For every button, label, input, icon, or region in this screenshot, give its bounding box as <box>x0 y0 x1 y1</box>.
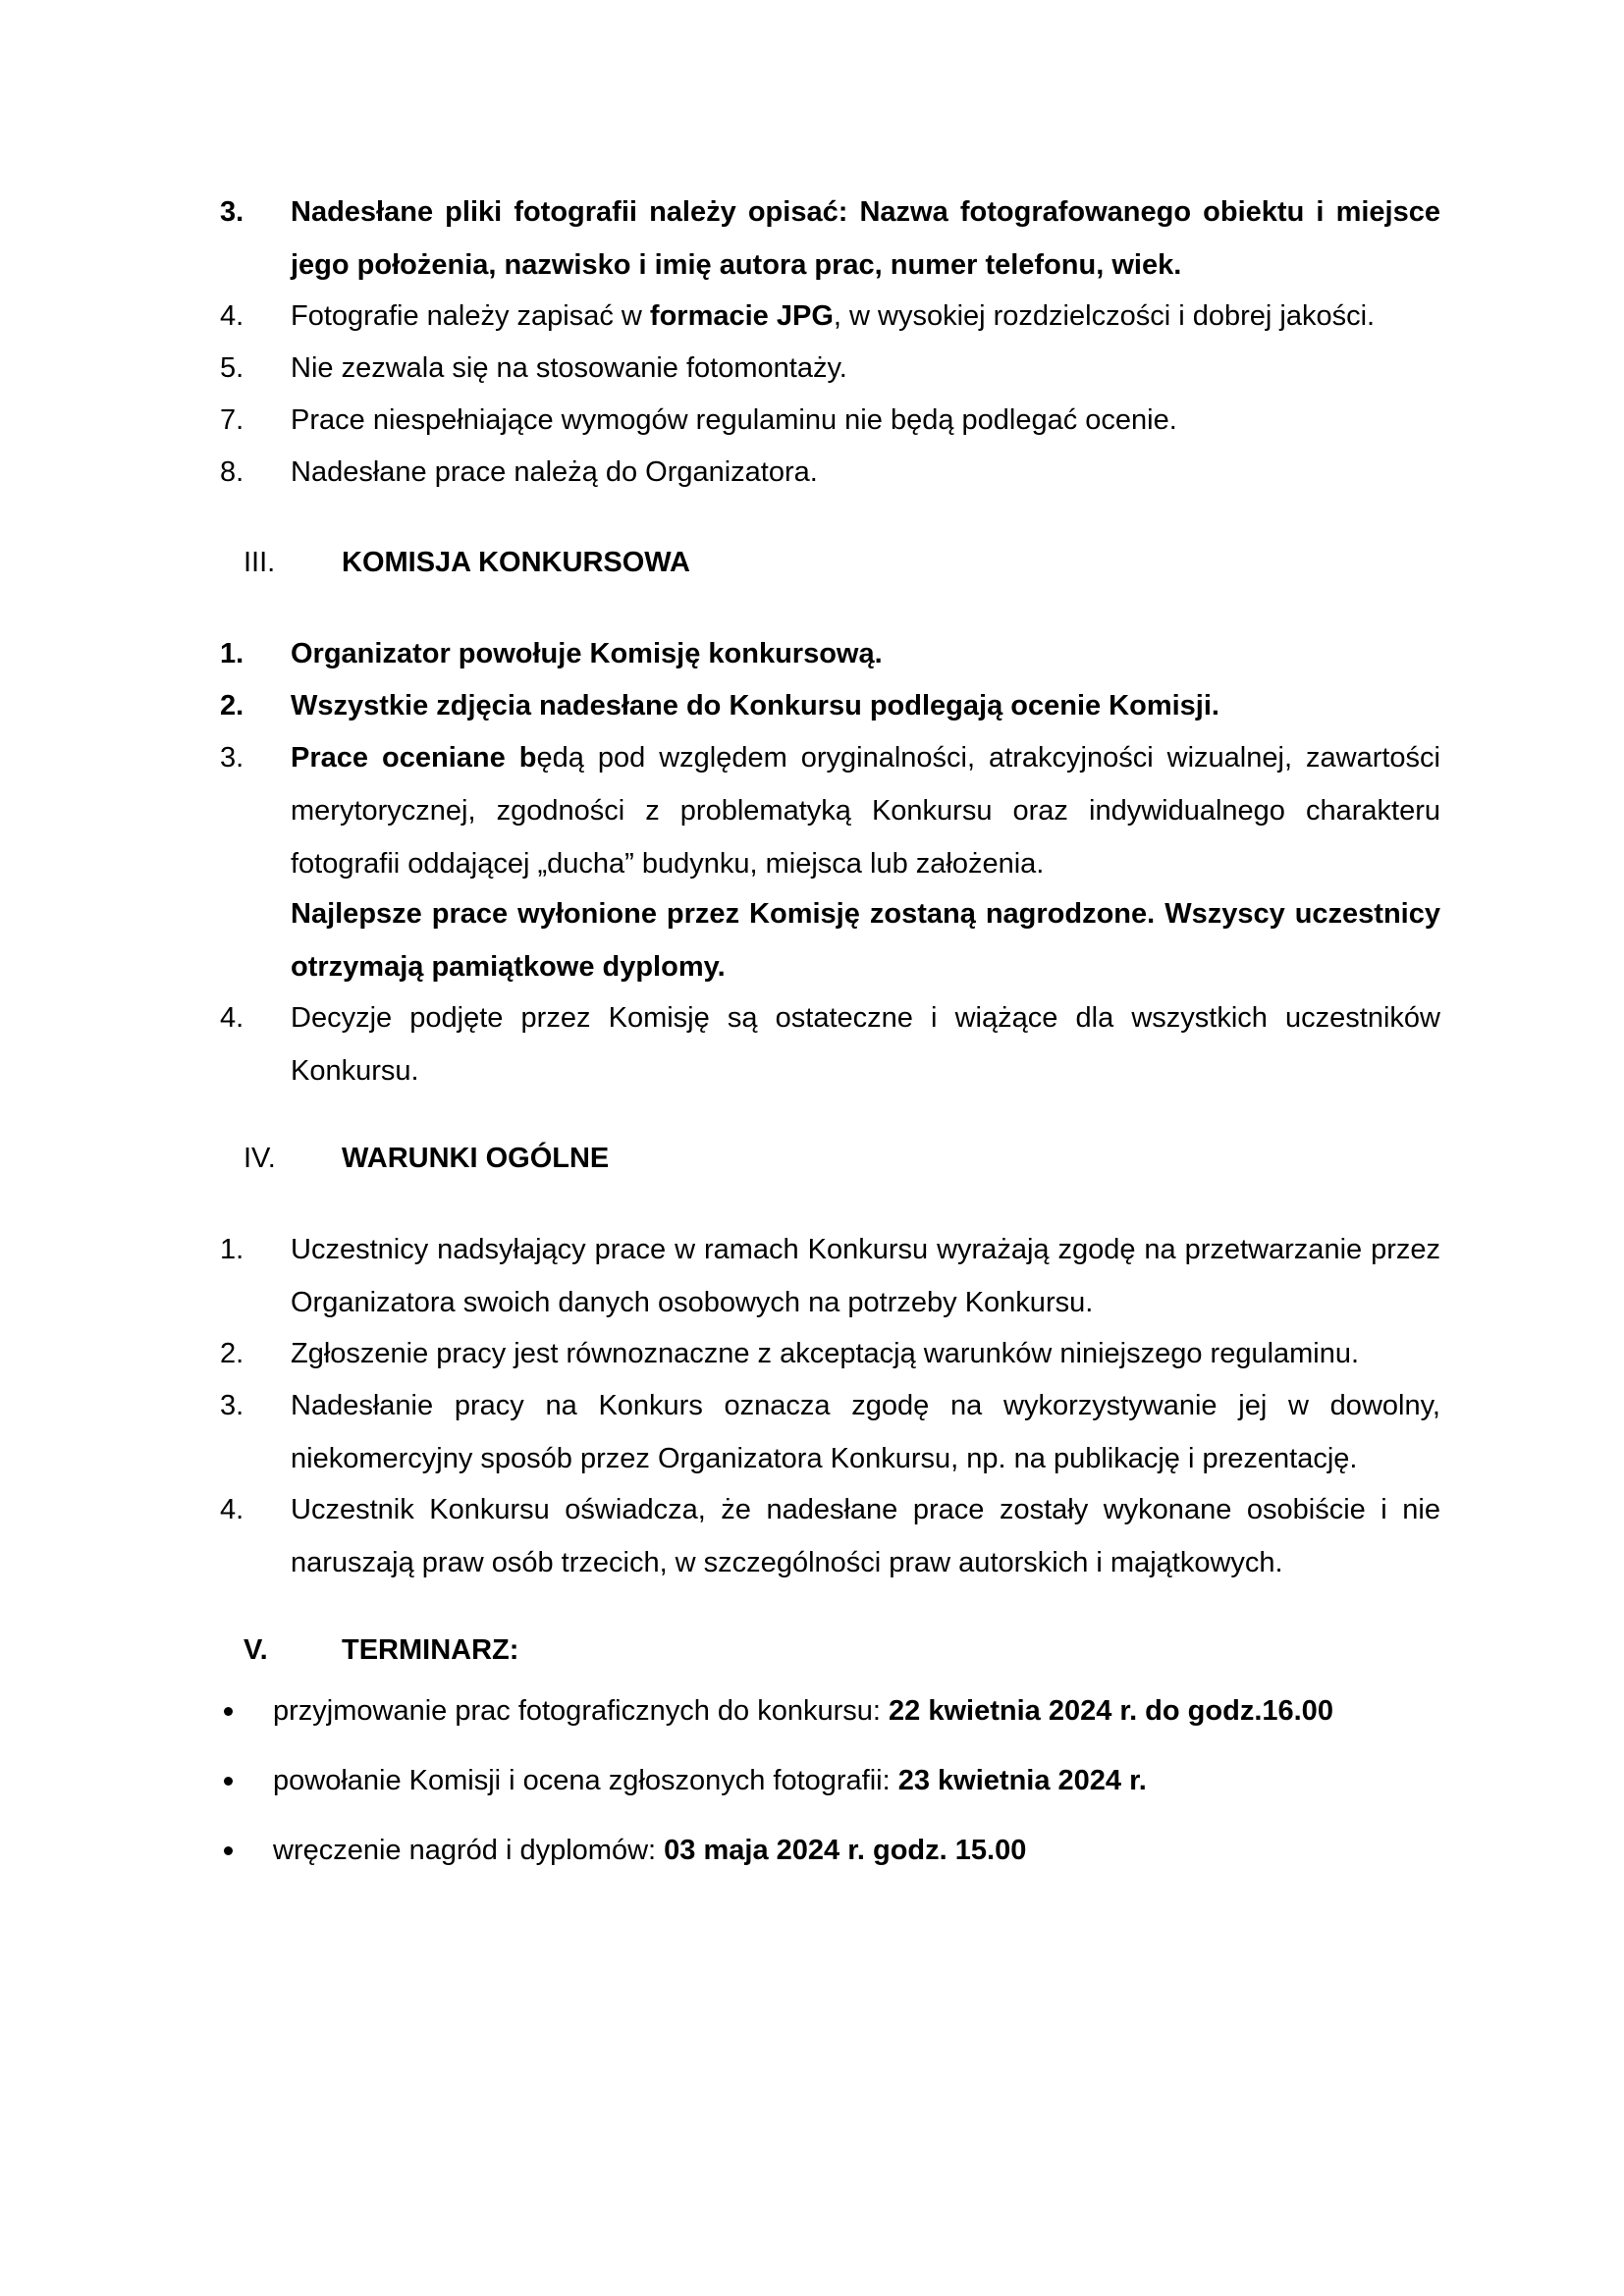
list-item <box>220 446 1440 499</box>
list-item <box>220 1379 1440 1485</box>
list-item <box>244 887 1440 993</box>
list-number: 3. <box>220 742 244 774</box>
bullet-text: powołanie Komisji i ocena zgłoszonych fotografii: 23 kwietnia 2024 r. <box>273 1765 1147 1796</box>
list-item <box>220 1223 1440 1329</box>
list-text: Nadesłanie pracy na Konkurs oznacza zgodę na wykorzystywanie jej w dowolny, niekomercyjny sposób przez Organizatora Konkursu, np. na publikację i prezentację. <box>291 1390 1440 1474</box>
list-text: Organizator powołuje Komisję konkursową. <box>291 638 883 669</box>
list-text: Decyzje podjęte przez Komisję są ostateczne i wiążące dla wszystkich uczestników Konkursu. <box>291 1002 1440 1087</box>
list-number: 7. <box>220 404 244 436</box>
list-text: Najlepsze prace wyłonione przez Komisję zostaną nagrodzone. Wszyscy uczestnicy otrzymają pamiątkowe dyplomy. <box>291 898 1440 983</box>
list-item <box>220 1483 1440 1589</box>
list-number: 2. <box>220 690 244 721</box>
list-item <box>220 290 1440 343</box>
list-number: 3. <box>220 196 244 228</box>
list-item <box>220 627 1440 680</box>
list-number: 3. <box>220 1390 244 1421</box>
list-text: Nadesłane pliki fotografii należy opisać: Nazwa fotografowanego obiektu i miejsce jego położenia, nazwisko i imię autora prac, numer telefonu, wiek. <box>291 196 1440 281</box>
bullet-text: wręczenie nagród i dyplomów: 03 maja 2024 r. godz. 15.00 <box>273 1835 1027 1866</box>
section-title: KOMISJA KONKURSOWA <box>342 547 690 578</box>
list-item <box>220 1327 1440 1380</box>
list-number: 5. <box>220 352 244 384</box>
section-number: III. <box>244 547 276 578</box>
section-title: TERMINARZ: <box>342 1634 519 1666</box>
list-text: Uczestnik Konkursu oświadcza, że nadesłane prace zostały wykonane osobiście i nie naruszają praw osób trzecich, w szczególności praw autorskich i majątkowych. <box>291 1494 1440 1578</box>
list-number: 1. <box>220 638 244 669</box>
list-item <box>220 342 1440 395</box>
bullet-icon <box>224 1707 233 1716</box>
section-number: V. <box>244 1634 268 1666</box>
list-text: Fotografie należy zapisać w formacie JPG, w wysokiej rozdzielczości i dobrej jakości. <box>291 300 1376 332</box>
list-item <box>220 394 1440 447</box>
list-text: Nadesłane prace należą do Organizatora. <box>291 456 818 488</box>
section-title: WARUNKI OGÓLNE <box>342 1143 610 1174</box>
list-text: Prace oceniane będą pod względem oryginalności, atrakcyjności wizualnej, zawartości merytorycznej, zgodności z problematyką Konkursu oraz indywidualnego charakteru fotografii oddającej „ducha” budynku, miejsca lub założenia. <box>291 742 1440 880</box>
list-number: 8. <box>220 456 244 488</box>
list-text: Nie zezwala się na stosowanie fotomontaży. <box>291 352 847 384</box>
list-text: Zgłoszenie pracy jest równoznaczne z akceptacją warunków niniejszego regulaminu. <box>291 1338 1360 1369</box>
list-item <box>220 731 1440 890</box>
section-number: IV. <box>244 1143 276 1174</box>
bullet-icon <box>224 1846 233 1855</box>
list-number: 1. <box>220 1234 244 1265</box>
list-number: 4. <box>220 300 244 332</box>
list-text: Prace niespełniające wymogów regulaminu nie będą podlegać ocenie. <box>291 404 1177 436</box>
bullet-icon <box>224 1777 233 1786</box>
list-item <box>220 186 1440 292</box>
list-text: Wszystkie zdjęcia nadesłane do Konkursu podlegają ocenie Komisji. <box>291 690 1219 721</box>
list-item <box>220 991 1440 1097</box>
list-number: 4. <box>220 1494 244 1525</box>
list-number: 4. <box>220 1002 244 1034</box>
list-item <box>220 679 1440 732</box>
list-number: 2. <box>220 1338 244 1369</box>
list-text: Uczestnicy nadsyłający prace w ramach Konkursu wyrażają zgodę na przetwarzanie przez Organizatora swoich danych osobowych na potrzeby Konkursu. <box>291 1234 1440 1318</box>
bullet-text: przyjmowanie prac fotograficznych do konkursu: 22 kwietnia 2024 r. do godz.16.00 <box>273 1695 1333 1727</box>
